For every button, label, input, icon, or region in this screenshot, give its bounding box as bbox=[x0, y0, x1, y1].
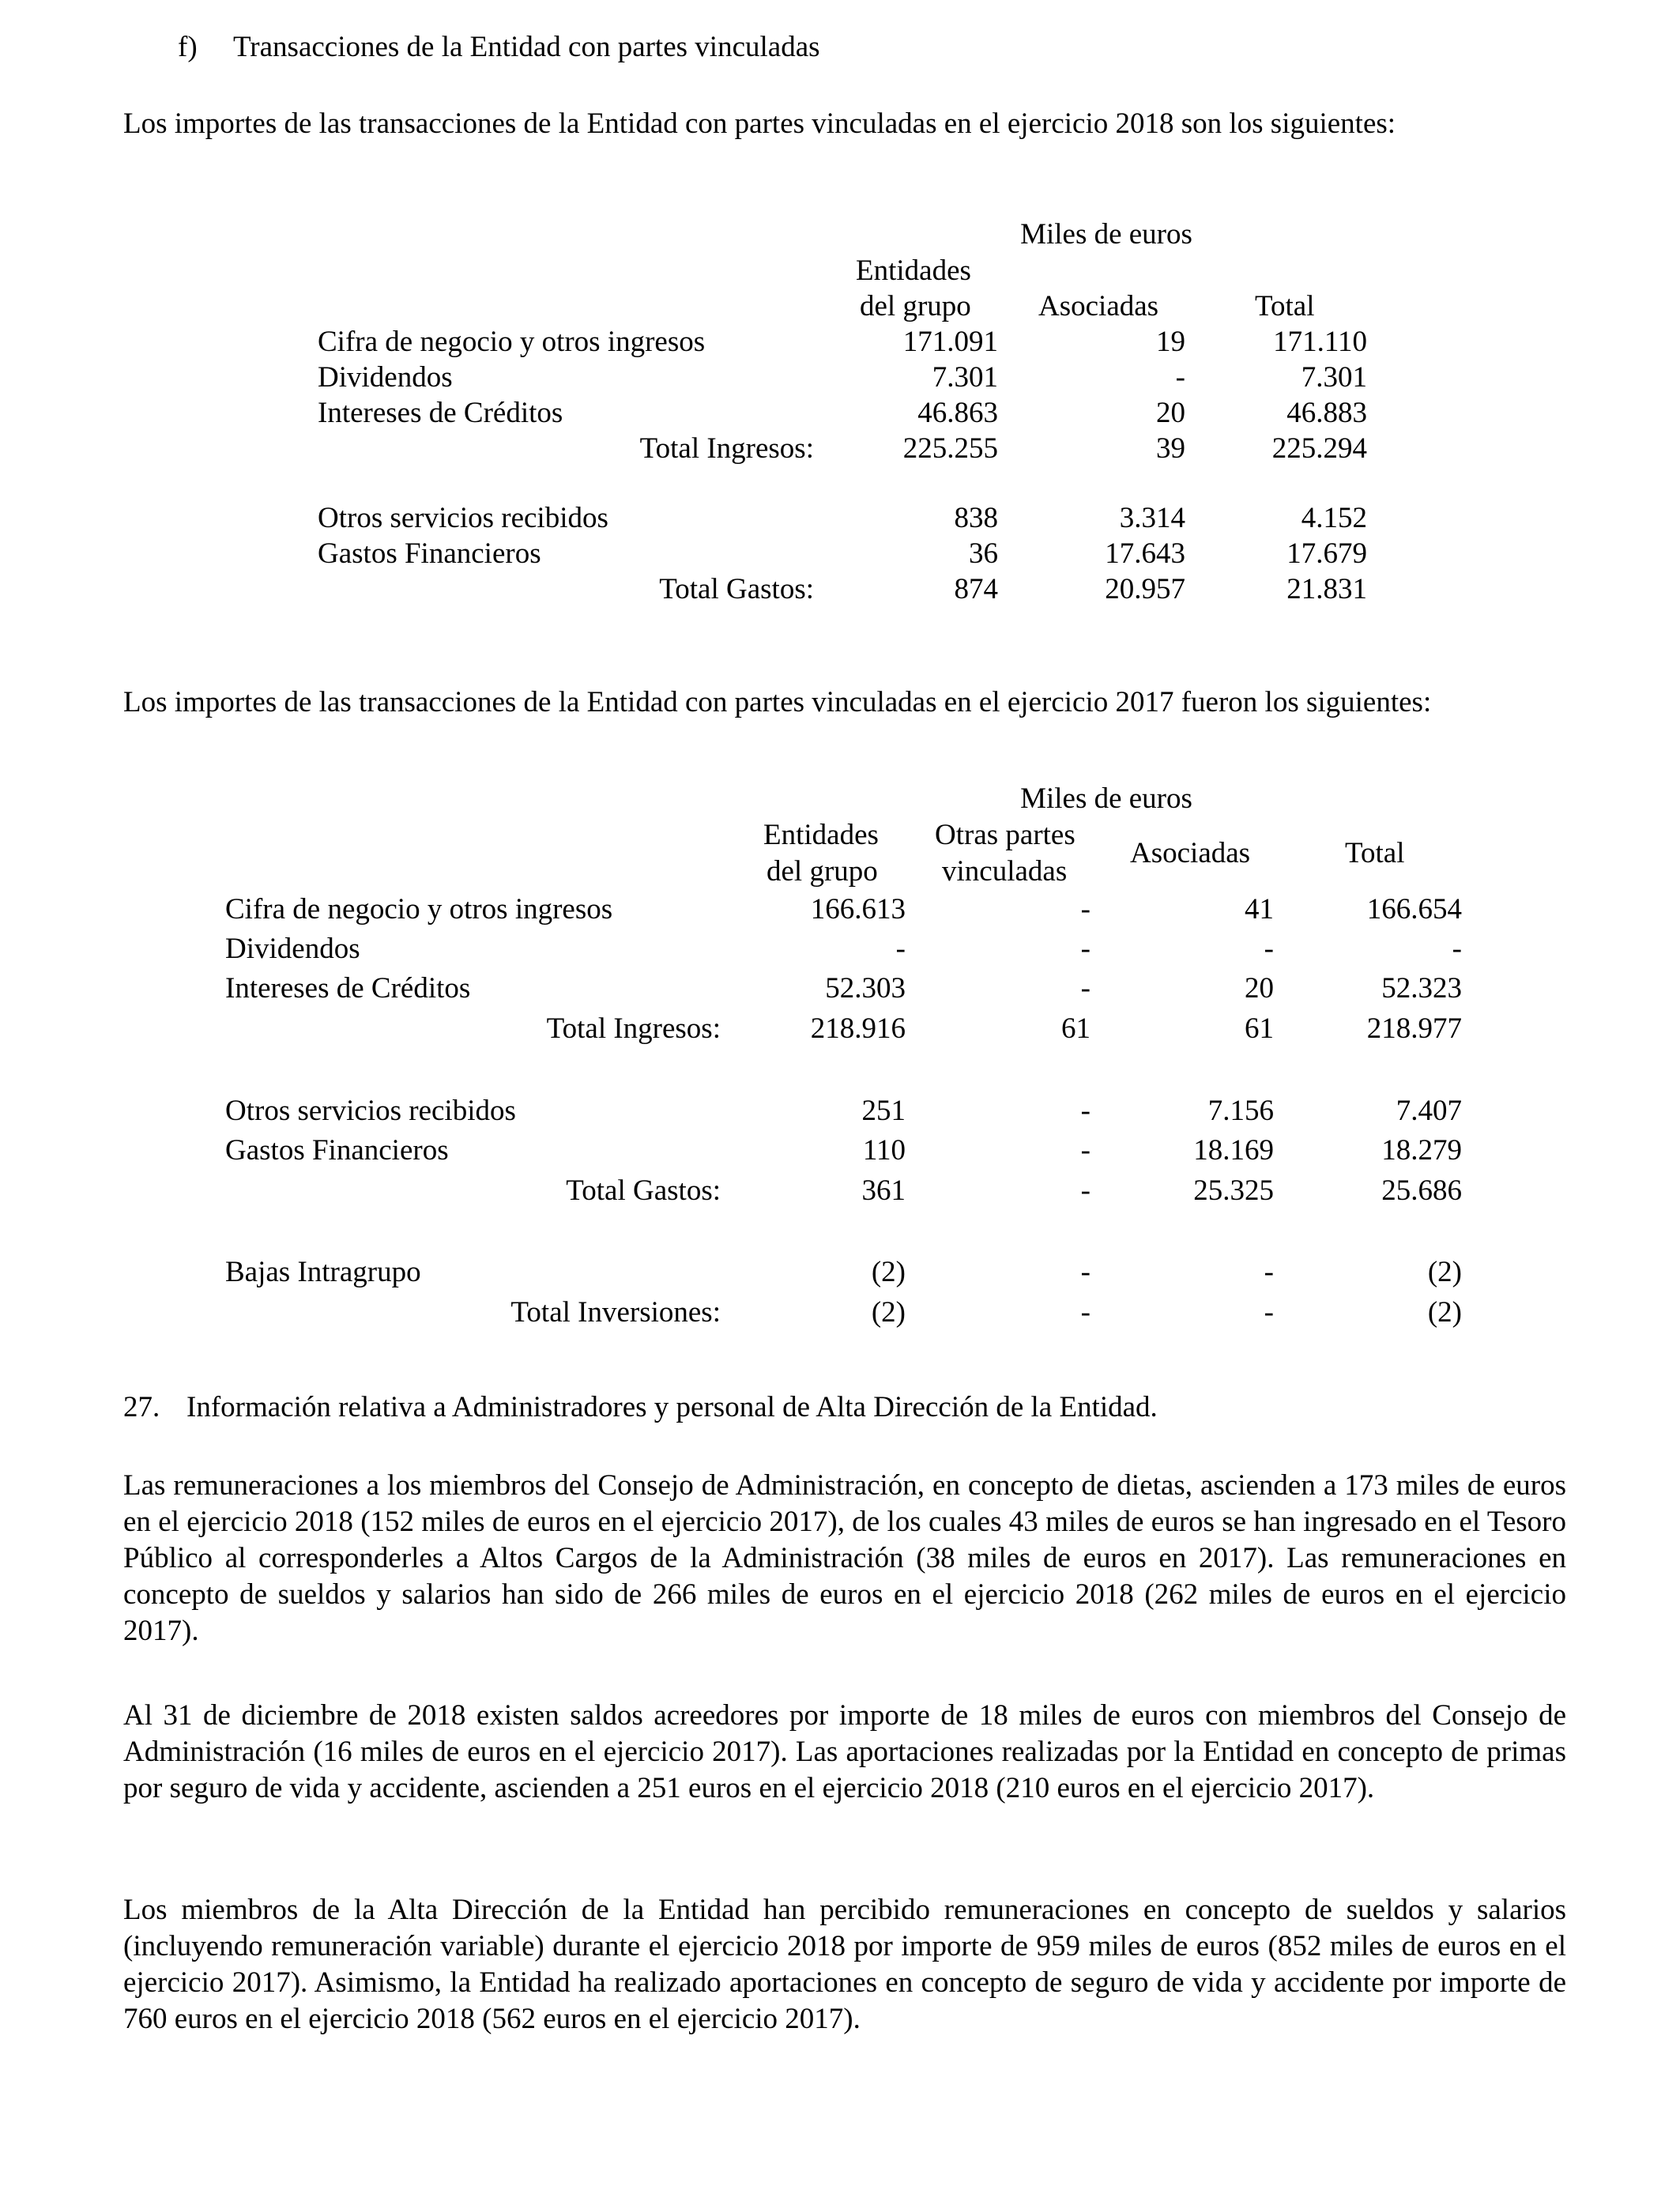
cell-asociadas: 19 bbox=[1156, 326, 1185, 358]
section-27-title: Información relativa a Administradores y personal de Alta Dirección de la Entidad. bbox=[186, 1391, 1158, 1423]
row-label: Bajas Intragrupo bbox=[225, 1256, 421, 1288]
cell-total: 18.279 bbox=[1381, 1134, 1462, 1167]
col-header-asociadas: Asociadas bbox=[1038, 290, 1159, 322]
cell-otras: 61 bbox=[1061, 1012, 1090, 1045]
cell-grupo: 7.301 bbox=[932, 361, 998, 394]
row-label: Gastos Financieros bbox=[225, 1134, 449, 1167]
cell-asociadas: 20.957 bbox=[1105, 573, 1185, 605]
cell-asociadas: - bbox=[1264, 1296, 1274, 1329]
cell-total: 7.407 bbox=[1396, 1095, 1462, 1127]
cell-grupo: 52.303 bbox=[825, 972, 906, 1005]
cell-grupo: (2) bbox=[871, 1256, 906, 1288]
col-header-grupo-1: Entidades bbox=[856, 254, 971, 287]
cell-grupo: 225.255 bbox=[902, 432, 998, 465]
cell-total: 7.301 bbox=[1301, 361, 1367, 394]
col-header-total: Total bbox=[1345, 837, 1405, 869]
cell-asociadas: - bbox=[1264, 933, 1274, 965]
cell-asociadas: 39 bbox=[1156, 432, 1185, 465]
cell-grupo: - bbox=[895, 933, 906, 965]
section-27-number: 27. bbox=[123, 1391, 160, 1423]
cell-asociadas: 25.325 bbox=[1193, 1174, 1274, 1207]
cell-grupo: 110 bbox=[862, 1134, 906, 1167]
cell-grupo: 46.863 bbox=[917, 397, 998, 429]
row-label: Cifra de negocio y otros ingresos bbox=[318, 326, 706, 358]
cell-otras: - bbox=[1080, 933, 1090, 965]
col-header-grupo-2: del grupo bbox=[860, 290, 971, 322]
cell-asociadas: 20 bbox=[1156, 397, 1185, 429]
section-heading: Transacciones de la Entidad con partes vinculadas bbox=[233, 31, 820, 63]
cell-asociadas: 61 bbox=[1245, 1012, 1274, 1045]
cell-total: 46.883 bbox=[1286, 397, 1367, 429]
row-label: Dividendos bbox=[318, 361, 453, 394]
cell-total: 17.679 bbox=[1286, 537, 1367, 570]
cell-total: - bbox=[1452, 933, 1462, 965]
row-label-total: Total Gastos: bbox=[659, 573, 814, 605]
cell-grupo: 171.091 bbox=[902, 326, 998, 358]
intro-2017: Los importes de las transacciones de la Entidad con partes vinculadas en el ejercicio 2017 fueron los siguientes: bbox=[123, 686, 1432, 718]
paragraph: Al 31 de diciembre de 2018 existen saldos acreedores por importe de 18 miles de euros con miembros del Consejo de Administración (16 miles de euros en el ejercicio 2017). Las aportaciones realizadas por la Entidad en concepto de primas por seguro de vida y accidente, ascienden a 251 euros en el ejercicio 2018 (210 euros en el ejercicio 2017). bbox=[123, 1699, 1566, 1804]
cell-otras: - bbox=[1080, 1174, 1090, 1207]
cell-grupo: 874 bbox=[954, 573, 998, 605]
col-header-asociadas: Asociadas bbox=[1130, 837, 1251, 869]
cell-otras: - bbox=[1080, 972, 1090, 1005]
unit-header: Miles de euros bbox=[1020, 782, 1192, 815]
cell-total: 218.977 bbox=[1366, 1012, 1462, 1045]
col-header-total: Total bbox=[1255, 290, 1315, 322]
cell-total: 171.110 bbox=[1273, 326, 1367, 358]
row-label-total: Total Inversiones: bbox=[510, 1296, 721, 1329]
row-label-total: Total Ingresos: bbox=[546, 1012, 721, 1045]
cell-grupo: (2) bbox=[871, 1296, 906, 1329]
unit-header: Miles de euros bbox=[1020, 218, 1192, 251]
row-label: Otros servicios recibidos bbox=[225, 1095, 516, 1127]
cell-grupo: 36 bbox=[969, 537, 998, 570]
cell-otras: - bbox=[1080, 1095, 1090, 1127]
row-label-total: Total Ingresos: bbox=[639, 432, 814, 465]
cell-grupo: 218.916 bbox=[810, 1012, 906, 1045]
row-label-total: Total Gastos: bbox=[566, 1174, 721, 1207]
cell-grupo: 838 bbox=[954, 502, 998, 534]
cell-total: 25.686 bbox=[1381, 1174, 1462, 1207]
section-marker: f) bbox=[178, 31, 198, 63]
cell-grupo: 361 bbox=[861, 1174, 906, 1207]
cell-asociadas: 41 bbox=[1245, 893, 1274, 925]
cell-total: (2) bbox=[1427, 1256, 1462, 1288]
cell-grupo: 251 bbox=[861, 1095, 906, 1127]
cell-otras: - bbox=[1080, 893, 1090, 925]
row-label: Dividendos bbox=[225, 933, 360, 965]
col-header-grupo-2: del grupo bbox=[767, 855, 878, 888]
cell-asociadas: - bbox=[1175, 361, 1185, 394]
cell-asociadas: 7.156 bbox=[1207, 1095, 1274, 1127]
paragraph: Los miembros de la Alta Dirección de la Entidad han percibido remuneraciones en concepto de sueldos y salarios (incluyendo remuneración variable) durante el ejercicio 2018 por importe de 959 miles de euros (852 miles de euros en el ejercicio 2017). Asimismo, la Entidad ha realizado aportaciones en concepto de seguro de vida y accidente por importe de 760 euros en el ejercicio 2018 (562 euros en el ejercicio 2017). bbox=[123, 1894, 1566, 2035]
cell-total: 52.323 bbox=[1381, 972, 1462, 1005]
row-label: Intereses de Créditos bbox=[225, 972, 471, 1005]
cell-asociadas: 20 bbox=[1245, 972, 1274, 1005]
row-label: Otros servicios recibidos bbox=[318, 502, 608, 534]
cell-asociadas: 17.643 bbox=[1105, 537, 1185, 570]
row-label: Gastos Financieros bbox=[318, 537, 541, 570]
cell-total: (2) bbox=[1427, 1296, 1462, 1329]
col-header-otras-2: vinculadas bbox=[942, 855, 1068, 888]
intro-2018: Los importes de las transacciones de la Entidad con partes vinculadas en el ejercicio 2018 son los siguientes: bbox=[123, 107, 1396, 140]
cell-asociadas: 3.314 bbox=[1119, 502, 1185, 534]
cell-total: 4.152 bbox=[1301, 502, 1367, 534]
cell-total: 21.831 bbox=[1286, 573, 1367, 605]
paragraph: Las remuneraciones a los miembros del Consejo de Administración, en concepto de dietas, ascienden a 173 miles de euros en el ejercicio 2018 (152 miles de euros en el ejercicio 2017), de los cuales 43 miles de euros se han ingresado en el Tesoro Público al corresponderles a Altos Cargos de la Administración (38 miles de euros en 2017). Las remuneraciones en concepto de sueldos y salarios han sido de 266 miles de euros en el ejercicio 2018 (262 miles de euros en el ejercicio 2017). bbox=[123, 1469, 1566, 1647]
cell-total: 225.294 bbox=[1271, 432, 1367, 465]
cell-total: 166.654 bbox=[1366, 893, 1462, 925]
cell-asociadas: 18.169 bbox=[1193, 1134, 1274, 1167]
col-header-grupo-1: Entidades bbox=[763, 819, 879, 851]
cell-grupo: 166.613 bbox=[810, 893, 906, 925]
cell-otras: - bbox=[1080, 1296, 1090, 1329]
cell-otras: - bbox=[1080, 1256, 1090, 1288]
cell-asociadas: - bbox=[1264, 1256, 1274, 1288]
row-label: Cifra de negocio y otros ingresos bbox=[225, 893, 613, 925]
cell-otras: - bbox=[1080, 1134, 1090, 1167]
col-header-otras-1: Otras partes bbox=[935, 819, 1075, 851]
row-label: Intereses de Créditos bbox=[318, 397, 563, 429]
